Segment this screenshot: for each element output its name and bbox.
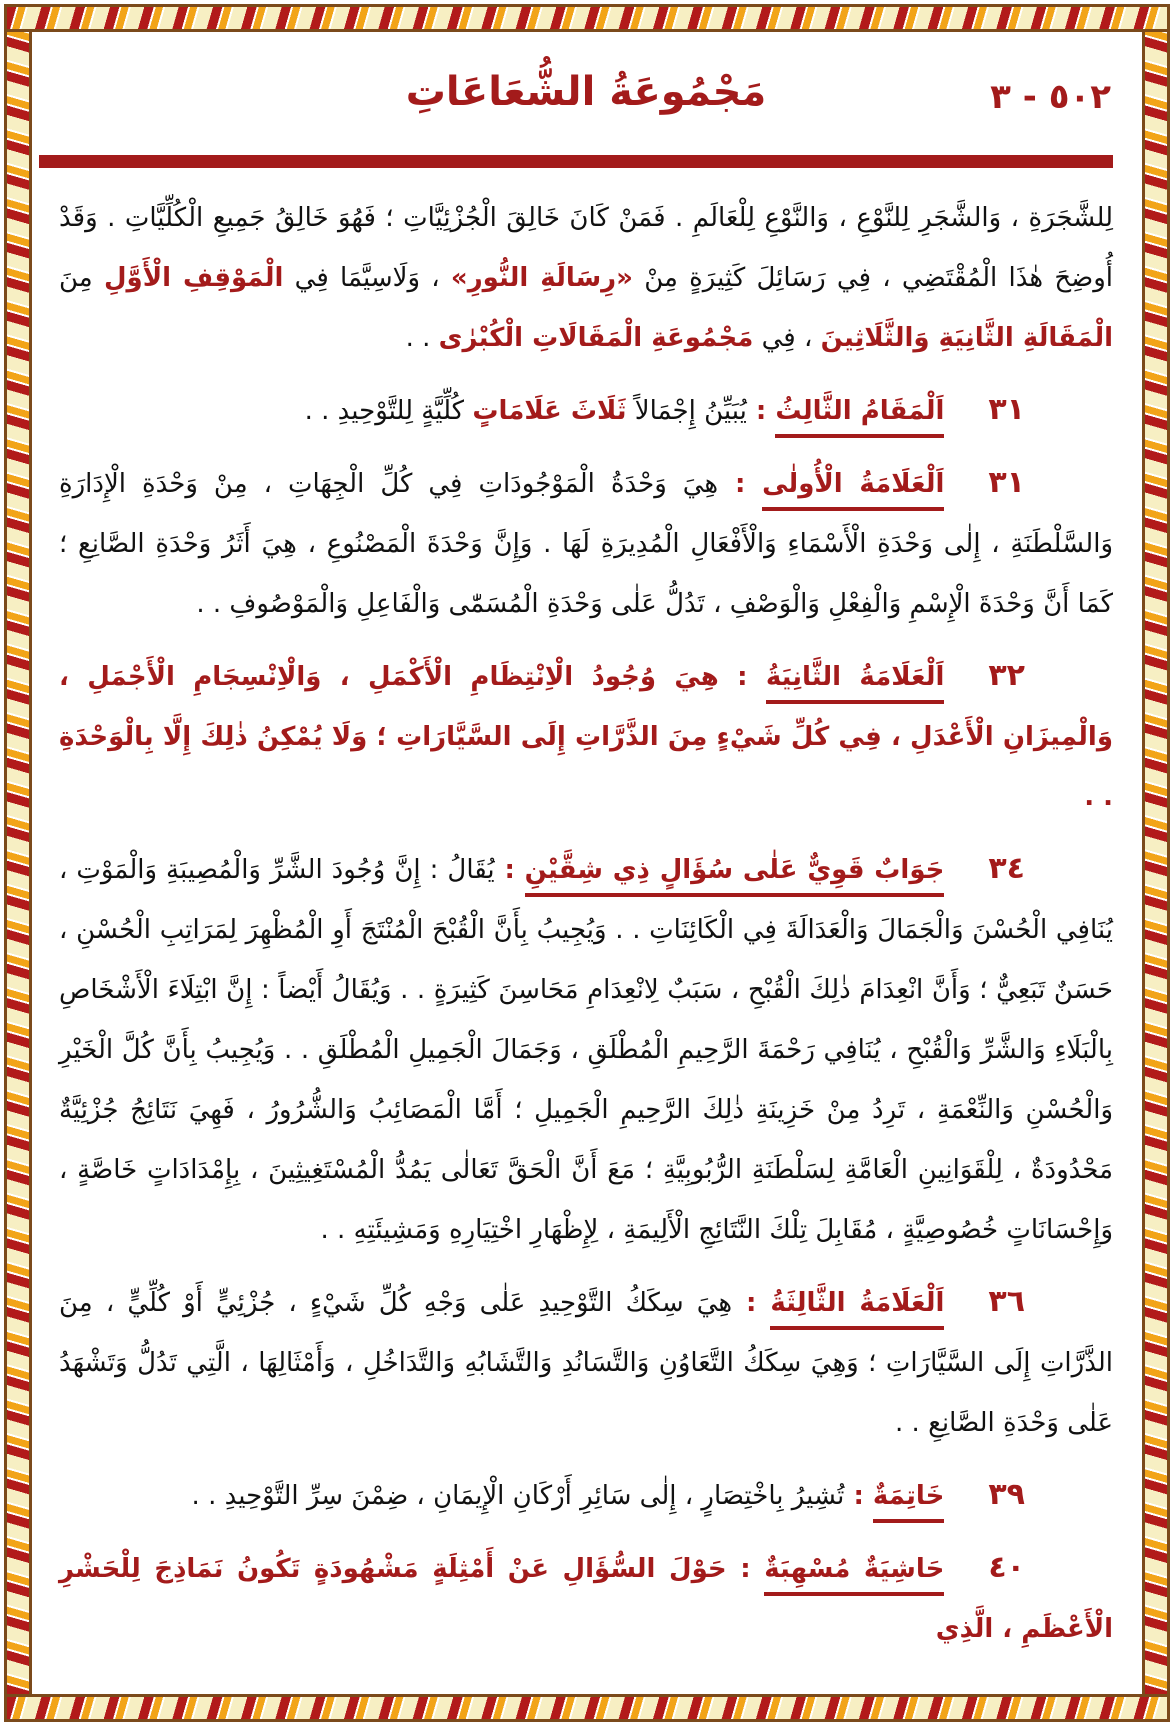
ornamental-border-right (1142, 32, 1167, 1694)
text-segment: ، فِي (753, 323, 821, 353)
section-heading: حَاشِيَةٌ مُسْهِبَةٌ (764, 1554, 944, 1596)
section-heading-colon: : (494, 855, 525, 885)
section-٣٦ (59, 1272, 1113, 1453)
text-segment: مَجْمُوعَةِ الْمَقَالَاتِ الْكُبْرٰى (438, 323, 754, 353)
page-title: مَجْمُوعَةُ الشُّعَاعَاتِ (405, 69, 767, 115)
header-divider-double-rule (39, 155, 1113, 168)
section-heading-colon: : (718, 662, 766, 692)
text-segment: حَوْلَ السُّؤَالِ عَنْ أَمْثِلَةٍ مَشْهُودَةٍ تَكُونُ نَمَاذِجَ لِلْحَشْرِ الْأَعْظَمِ ، الَّذِي (59, 1554, 1113, 1644)
text-segment: مِنَ (59, 263, 104, 293)
page-content (35, 35, 1139, 1691)
section-heading: اَلْعَلَامَةُ الثَّانِيَةُ (766, 662, 945, 704)
text-segment: ثَلَاثَ عَلَامَاتٍ (472, 396, 627, 426)
ornamental-border-bottom (7, 1694, 1167, 1719)
intro-paragraph (59, 188, 1113, 368)
section-٣٤ (59, 839, 1113, 1260)
ornamental-border-top (7, 7, 1167, 32)
text-segment: يُقَالُ : إِنَّ وُجُودَ الشَّرِّ وَالْمُصِيبَةِ وَالْمَوْتِ ، يُنَافِي الْحُسْنَ وَالْجَمَالَ وَالْعَدَالَةَ فِي الْكَائِنَاتِ . . وَيُجِيبُ بِأَنَّ الْقُبْحَ الْمُنْتَجَ أَوِ الْمُظْهِرَ لِمَرَاتِبِ الْحُسْنِ ، حَسَنٌ تَبَعِيٌّ ؛ وَأَنَّ انْعِدَامَ ذٰلِكَ الْقُبْحِ ، سَبَبٌ لِانْعِدَامِ مَحَاسِنَ كَثِيرَةٍ . . وَيُقَالُ أَيْضاً : إِنَّ ابْتِلَاءَ الْأَشْخَاصِ بِالْبَلَاءِ وَالشَّرِّ وَالْقُبْحِ ، يُنَافِي رَحْمَةَ الرَّحِيمِ الْمُطْلَقِ ، وَجَمَالَ الْجَمِيلِ الْمُطْلَقِ . . وَيُجِيبُ بِأَنَّ كُلَّ الْخَيْرِ وَالْحُسْنِ وَالنِّعْمَةِ ، تَرِدُ مِنْ خَزِينَةِ ذٰلِكَ الرَّحِيمِ الْجَمِيلِ ؛ أَمَّا الْمَصَائِبُ وَالشُّرُورُ ، فَهِيَ نَتَائِجُ جُزْئِيَّةٌ مَحْدُودَةٌ ، لِلْقَوَانِينِ الْعَامَّةِ لِسَلْطَنَةِ الرُّبُوبِيَّةِ ؛ مَعَ أَنَّ الْحَقَّ تَعَالٰى يَمُدُّ الْمُسْتَغِيثِينَ ، بِإِمْدَادَاتٍ خَاصَّةٍ ، وَإِحْسَانَاتٍ خُصُوصِيَّةٍ ، مُقَابِلَ تِلْكَ النَّتَائِجِ الْأَلِيمَةِ ، لِإِظْهَارِ اخْتِيَارِهِ وَمَشِيئَتِهِ . . (59, 855, 1113, 1245)
section-heading: خَاتِمَةٌ (873, 1481, 944, 1523)
section-٤٠ (59, 1538, 1113, 1659)
section-number: ٣١ (988, 392, 1025, 427)
ornamental-border-left (7, 32, 32, 1694)
section-heading-colon: : (732, 1288, 771, 1318)
text-segment: يُبَيِّنُ إِجْمَالاً (626, 396, 747, 426)
section-heading: جَوَابٌ قَوِيٌّ عَلٰى سُؤَالٍ ذِي شِقَّيْنِ (525, 855, 945, 897)
page-header (59, 51, 1113, 147)
section-number: ٣١ (988, 465, 1025, 500)
section-number: ٤٠ (988, 1550, 1025, 1585)
text-segment: «رِسَالَةِ النُّورِ» (450, 263, 633, 293)
text-segment: الْمَقَالَةِ الثَّانِيَةِ وَالثَّلَاثِينَ (820, 323, 1113, 353)
text-segment: تُشِيرُ بِاخْتِصَارٍ ، إِلٰى سَائِرِ أَرْكَانِ الْإِيمَانِ ، ضِمْنَ سِرِّ التَّوْحِيدِ . . (191, 1481, 845, 1511)
section-heading-colon: : (718, 469, 763, 499)
section-heading: اَلْمَقَامُ الثَّالِثُ (775, 396, 944, 438)
sections (59, 380, 1113, 1659)
section-heading: اَلْعَلَامَةُ الثَّالِثَةُ (770, 1288, 944, 1330)
section-heading: اَلْعَلَامَةُ الْأُولٰى (762, 469, 944, 511)
section-number: ٣٢ (988, 658, 1025, 693)
section-heading-colon: : (844, 1481, 873, 1511)
page-number: ٥٠٢ - ٣ (990, 77, 1111, 117)
text-segment: هِيَ وُجُودُ الْاِنْتِظَامِ الْأَكْمَلِ ، وَالْاِنْسِجَامِ الْأَجْمَلِ ، وَالْمِيزَانِ الْأَعْدَلِ ، فِي كُلِّ شَيْءٍ مِنَ الذَّرَّاتِ إِلَى السَّيَّارَاتِ ؛ وَلَا يُمْكِنُ ذٰلِكَ إِلَّا بِالْوَحْدَةِ . . (59, 662, 1113, 812)
section-number: ٣٦ (988, 1284, 1026, 1319)
text-segment: . . (405, 323, 439, 353)
section-٣٢ (59, 646, 1113, 827)
section-heading-colon: : (746, 396, 776, 426)
text-segment: ، وَلَاسِيَّمَا فِي (283, 263, 451, 293)
text-segment: كُلِّيَّةٍ لِلتَّوْحِيدِ . . (304, 396, 473, 426)
body-text (59, 188, 1113, 1659)
text-segment: الْمَوْقِفِ الْأَوَّلِ (103, 263, 284, 293)
section-heading-colon: : (726, 1554, 765, 1584)
text-segment: هِيَ وَحْدَةُ الْمَوْجُودَاتِ فِي كُلِّ الْجِهَاتِ ، مِنْ وَحْدَةِ الْإِدَارَةِ وَالسَّلْطَنَةِ ، إِلٰى وَحْدَةِ الْأَسْمَاءِ وَالْأَفْعَالِ الْمُدِيرَةِ لَهَا . وَإِنَّ وَحْدَةَ الْمَصْنُوعِ ، هِيَ أَثَرُ وَحْدَةِ الصَّانِعِ ؛ كَمَا أَنَّ وَحْدَةَ الْإِسْمِ وَالْفِعْلِ وَالْوَصْفِ ، تَدُلُّ عَلٰى وَحْدَةِ الْمُسَمّٰى وَالْفَاعِلِ وَالْمَوْصُوفِ . . (59, 469, 1113, 619)
section-number: ٣٤ (988, 851, 1025, 886)
section-٣٩ (59, 1465, 1113, 1526)
section-number: ٣٩ (988, 1477, 1025, 1512)
text-segment: هِيَ سِكَكُ التَّوْحِيدِ عَلٰى وَجْهِ كُلِّ شَيْءٍ ، جُزْئِيٍّ أَوْ كُلِّيٍّ ، مِنَ الذَّرَّاتِ إِلَى السَّيَّارَاتِ ؛ وَهِيَ سِكَكُ التَّعَاوُنِ وَالتَّسَانُدِ وَالتَّشَابُهِ وَالتَّدَاخُلِ ، وَأَمْثَالِهَا ، الَّتِي تَدُلُّ وَتَشْهَدُ عَلٰى وَحْدَةِ الصَّانِعِ . . (59, 1288, 1113, 1438)
text-segment: لِلشَّجَرَةِ ، وَالشَّجَرِ لِلنَّوْعِ ، وَالنَّوْعِ لِلْعَالَمِ . فَمَنْ كَانَ خَالِقَ الْجُزْئِيَّاتِ ؛ فَهُوَ خَالِقُ جَمِيعِ الْكُلِّيَّاتِ . وَقَدْ أُوضِحَ هٰذَا الْمُقْتَضِي ، فِي رَسَائِلَ كَثِيرَةٍ مِنْ (59, 203, 1114, 293)
section-٣١ (59, 380, 1113, 441)
section-٣١ (59, 453, 1113, 634)
